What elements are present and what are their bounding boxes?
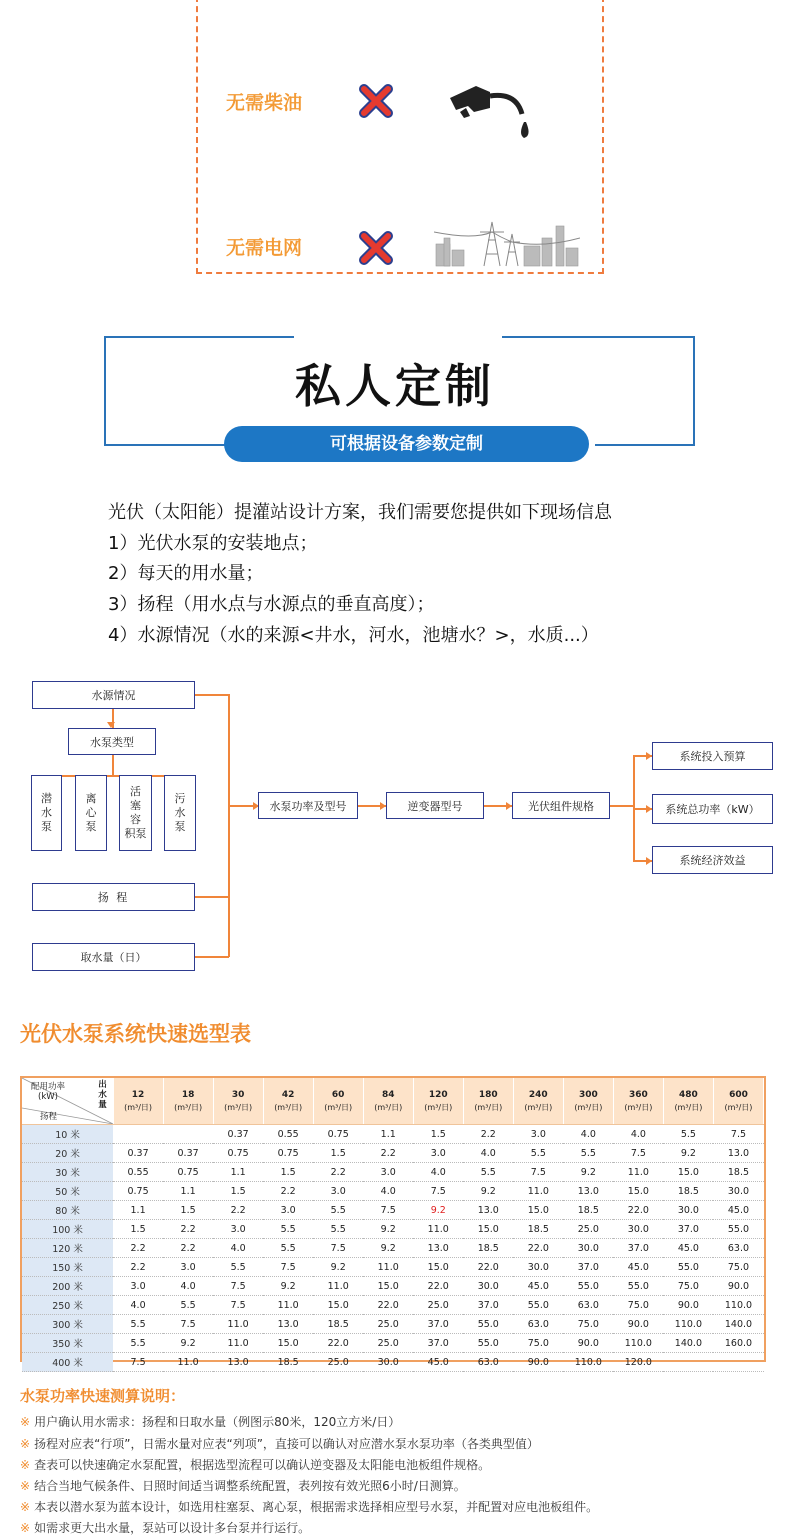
table-cell: 5.5 (163, 1296, 213, 1315)
table-cell: 55.0 (613, 1277, 663, 1296)
table-cell: 5.5 (463, 1163, 513, 1182)
table-cell: 4.0 (363, 1182, 413, 1201)
table-row (22, 1315, 764, 1334)
table-cell: 2.2 (363, 1144, 413, 1163)
connector (195, 956, 229, 958)
table-cell: 45.0 (713, 1201, 763, 1220)
table-cell: 7.5 (113, 1353, 163, 1372)
table-cell: 13.0 (263, 1315, 313, 1334)
row-header: 350 米 (22, 1334, 113, 1353)
table-cell: 75.0 (713, 1258, 763, 1277)
table-cell: 55.0 (463, 1315, 513, 1334)
table-cell: 18.5 (663, 1182, 713, 1201)
table-cell: 45.0 (613, 1258, 663, 1277)
table-cell: 63.0 (463, 1353, 513, 1372)
table-cell: 15.0 (313, 1296, 363, 1315)
table-cell: 11.0 (263, 1296, 313, 1315)
column-header: 18 (m³/日) (163, 1078, 213, 1125)
table-cell: 25.0 (313, 1353, 363, 1372)
row-header: 400 米 (22, 1353, 113, 1372)
table-cell: 30.0 (513, 1258, 563, 1277)
table-cell: 11.0 (363, 1258, 413, 1277)
table-cell: 30.0 (713, 1182, 763, 1201)
table-cell: 1.5 (113, 1220, 163, 1239)
pump-kind-submersible: 潜 水 泵 (31, 775, 62, 851)
table-cell: 140.0 (713, 1315, 763, 1334)
table-cell: 37.0 (413, 1315, 463, 1334)
table-cell: 5.5 (263, 1220, 313, 1239)
table-cell: 4.0 (113, 1296, 163, 1315)
table-cell: 15.0 (463, 1220, 513, 1239)
table-cell: 37.0 (563, 1258, 613, 1277)
column-header: 60 (m³/日) (313, 1078, 363, 1125)
row-header: 300 米 (22, 1315, 113, 1334)
subtitle-pill: 可根据设备参数定制 (224, 426, 589, 462)
frame-line (595, 444, 695, 446)
row-header: 80 米 (22, 1201, 113, 1220)
intro-text: 光伏（太阳能）提灌站设计方案，我们需要您提供如下现场信息 (108, 502, 612, 523)
table-row (22, 1125, 764, 1144)
row-header: 250 米 (22, 1296, 113, 1315)
table-cell: 9.2 (413, 1201, 463, 1220)
table-cell: 90.0 (563, 1334, 613, 1353)
table-cell: 45.0 (663, 1239, 713, 1258)
no-diesel-label: 无需柴油 (226, 92, 303, 114)
table-cell: 22.0 (313, 1334, 363, 1353)
table-cell: 1.5 (213, 1182, 263, 1201)
column-header: 180 (m³/日) (463, 1078, 513, 1125)
table-cell: 18.5 (513, 1220, 563, 1239)
connector (46, 775, 180, 777)
table-cell: 140.0 (663, 1334, 713, 1353)
table-cell: 9.2 (563, 1163, 613, 1182)
info-point: 3）扬程（用水点与水源点的垂直高度）； (108, 594, 435, 615)
table-cell: 25.0 (413, 1296, 463, 1315)
table-row (22, 1296, 764, 1315)
info-point: 1）光伏水泵的安装地点； (108, 533, 318, 554)
asterisk-icon: ※ (20, 1458, 31, 1472)
table-cell: 1.1 (113, 1201, 163, 1220)
note-item: ※ 结合当地气候条件、日照时间适当调整系统配置，表列按有效光照6小时/日测算。 (20, 1479, 466, 1493)
table-cell: 11.0 (413, 1220, 463, 1239)
table-cell: 63.0 (563, 1296, 613, 1315)
connector (112, 755, 114, 775)
table-cell: 11.0 (163, 1353, 213, 1372)
output-budget-box: 系统投入预算 (652, 742, 773, 770)
page-title: 私人定制 (295, 359, 495, 413)
table-cell: 9.2 (163, 1334, 213, 1353)
table-cell: 5.5 (513, 1144, 563, 1163)
row-header: 100 米 (22, 1220, 113, 1239)
table-cell: 55.0 (463, 1334, 513, 1353)
row-header: 20 米 (22, 1144, 113, 1163)
table-cell: 3.0 (113, 1277, 163, 1296)
table-cell: 55.0 (513, 1296, 563, 1315)
row-header: 200 米 (22, 1277, 113, 1296)
table-cell: 15.0 (263, 1334, 313, 1353)
table-cell: 1.5 (163, 1201, 213, 1220)
table-cell: 0.75 (313, 1125, 363, 1144)
table-cell: 9.2 (663, 1144, 713, 1163)
table-row (22, 1258, 764, 1277)
table-cell: 37.0 (413, 1334, 463, 1353)
row-header: 150 米 (22, 1258, 113, 1277)
table-cell: 0.75 (113, 1182, 163, 1201)
column-header: 360 (m³/日) (613, 1078, 663, 1125)
column-header: 84 (m³/日) (363, 1078, 413, 1125)
column-header: 600 (m³/日) (713, 1078, 763, 1125)
row-header: 50 米 (22, 1182, 113, 1201)
table-cell: 4.0 (213, 1239, 263, 1258)
table-cell: 3.0 (313, 1182, 363, 1201)
table-cell: 0.75 (163, 1163, 213, 1182)
table-cell: 63.0 (713, 1239, 763, 1258)
table-cell: 0.37 (163, 1144, 213, 1163)
asterisk-icon: ※ (20, 1415, 31, 1429)
selection-table (20, 1076, 766, 1369)
table-row (22, 1201, 764, 1220)
connector (195, 896, 229, 898)
output-power-box: 系统总功率（kW） (652, 794, 773, 824)
asterisk-icon: ※ (20, 1521, 31, 1535)
table-cell: 3.0 (163, 1258, 213, 1277)
table-cell: 7.5 (313, 1239, 363, 1258)
table-cell: 22.0 (413, 1277, 463, 1296)
table-cell: 2.2 (213, 1201, 263, 1220)
table-cell: 7.5 (713, 1125, 763, 1144)
table-cell: 5.5 (663, 1125, 713, 1144)
table-cell: 25.0 (563, 1220, 613, 1239)
note-item: ※ 查表可以快速确定水泵配置，根据选型流程可以确认逆变器及太阳能电池板组件规格。 (20, 1458, 491, 1472)
column-header: 30 (m³/日) (213, 1078, 263, 1125)
table-row (22, 1220, 764, 1239)
head-box: 扬 程 (32, 883, 195, 911)
table-cell: 25.0 (363, 1315, 413, 1334)
row-header: 10 米 (22, 1125, 113, 1144)
column-header: 480 (m³/日) (663, 1078, 713, 1125)
table-cell: 7.5 (213, 1277, 263, 1296)
table-cell: 18.5 (563, 1201, 613, 1220)
table-cell: 3.0 (263, 1201, 313, 1220)
table-cell: 9.2 (363, 1239, 413, 1258)
note-item: ※ 扬程对应表“行项”，日需水量对应表“列项”，直接可以确认对应潜水泵水泵功率（各类典型值） (20, 1437, 539, 1451)
table-cell: 120.0 (613, 1353, 663, 1372)
connector (228, 694, 230, 957)
table-row (22, 1239, 764, 1258)
table-cell: 55.0 (713, 1220, 763, 1239)
table-cell: 15.0 (363, 1277, 413, 1296)
table-cell: 18.5 (713, 1163, 763, 1182)
table-cell: 0.55 (113, 1163, 163, 1182)
table-cell: 22.0 (513, 1239, 563, 1258)
table-cell: 1.1 (213, 1163, 263, 1182)
table-cell: 1.5 (413, 1125, 463, 1144)
table-row (22, 1277, 764, 1296)
table-cell: 2.2 (113, 1239, 163, 1258)
table-cell: 2.2 (163, 1220, 213, 1239)
table-cell: 110.0 (663, 1315, 713, 1334)
row-header: 30 米 (22, 1163, 113, 1182)
frame-line (104, 336, 294, 338)
asterisk-icon: ※ (20, 1479, 31, 1493)
table-cell: 1.5 (263, 1163, 313, 1182)
table-cell: 75.0 (513, 1334, 563, 1353)
table-cell: 7.5 (363, 1201, 413, 1220)
column-header: 12 (m³/日) (113, 1078, 163, 1125)
table-cell: 90.0 (613, 1315, 663, 1334)
table-cell: 9.2 (463, 1182, 513, 1201)
table-cell: 55.0 (563, 1277, 613, 1296)
table-cell: 37.0 (663, 1220, 713, 1239)
fuel-nozzle-icon (446, 78, 536, 144)
info-point: 4）水源情况（水的来源<井水，河水，池塘水？>，水质...） (108, 625, 599, 646)
table-cell: 63.0 (513, 1315, 563, 1334)
pump-kind-sewage: 污 水 泵 (164, 775, 196, 851)
table-cell: 2.2 (463, 1125, 513, 1144)
table-cell: 5.5 (213, 1258, 263, 1277)
column-header: 120 (m³/日) (413, 1078, 463, 1125)
table-cell: 90.0 (713, 1277, 763, 1296)
table-cell: 3.0 (213, 1220, 263, 1239)
table-cell: 7.5 (413, 1182, 463, 1201)
table-cell: 22.0 (463, 1258, 513, 1277)
table-cell: 11.0 (513, 1182, 563, 1201)
table-cell: 9.2 (263, 1277, 313, 1296)
table-cell: 90.0 (663, 1296, 713, 1315)
table-cell: 30.0 (663, 1201, 713, 1220)
table-cell: 13.0 (563, 1182, 613, 1201)
table-cell: 45.0 (513, 1277, 563, 1296)
table-cell: 37.0 (463, 1296, 513, 1315)
table-cell: 2.2 (163, 1239, 213, 1258)
table-cell (713, 1353, 763, 1372)
table-cell: 5.5 (313, 1220, 363, 1239)
table-row (22, 1334, 764, 1353)
table-cell: 15.0 (513, 1201, 563, 1220)
table-cell: 75.0 (563, 1315, 613, 1334)
table-cell: 5.5 (313, 1201, 363, 1220)
table-cell: 37.0 (613, 1239, 663, 1258)
note-item: ※ 用户确认用水需求：扬程和日取水量（例图示80米，120立方米/日） (20, 1415, 401, 1429)
pump-kind-piston: 活 塞 容 积泵 (119, 775, 152, 851)
table-cell: 0.75 (213, 1144, 263, 1163)
table-cell: 2.2 (263, 1182, 313, 1201)
table-cell: 0.55 (263, 1125, 313, 1144)
table-cell: 18.5 (263, 1353, 313, 1372)
table-cell: 4.0 (463, 1144, 513, 1163)
power-grid-icon (434, 218, 580, 268)
column-header: 300 (m³/日) (563, 1078, 613, 1125)
table-cell: 4.0 (413, 1163, 463, 1182)
table-cell: 4.0 (563, 1125, 613, 1144)
table-cell: 1.1 (363, 1125, 413, 1144)
table-cell: 110.0 (713, 1296, 763, 1315)
table-cell: 18.5 (463, 1239, 513, 1258)
pump-kind-centrifugal: 离 心 泵 (75, 775, 107, 851)
table-cell: 7.5 (263, 1258, 313, 1277)
water-source-box: 水源情况 (32, 681, 195, 709)
corner-head-label: 扬程 (40, 1112, 58, 1122)
table-cell: 30.0 (613, 1220, 663, 1239)
output-benefit-box: 系统经济效益 (652, 846, 773, 874)
table-cell: 4.0 (163, 1277, 213, 1296)
table-row (22, 1353, 764, 1372)
table-cell: 1.1 (163, 1182, 213, 1201)
asterisk-icon: ※ (20, 1437, 31, 1451)
table-cell: 15.0 (613, 1182, 663, 1201)
table-cell: 30.0 (363, 1353, 413, 1372)
inverter-box: 逆变器型号 (386, 792, 484, 819)
table-cell: 30.0 (563, 1239, 613, 1258)
table-cell: 22.0 (363, 1296, 413, 1315)
table-cell: 90.0 (513, 1353, 563, 1372)
table-cell: 5.5 (113, 1315, 163, 1334)
cross-icon (359, 84, 393, 118)
table-cell: 15.0 (413, 1258, 463, 1277)
pump-type-box: 水泵类型 (68, 728, 156, 755)
table-cell: 11.0 (213, 1334, 263, 1353)
table-cell: 11.0 (213, 1315, 263, 1334)
asterisk-icon: ※ (20, 1500, 31, 1514)
no-grid-label: 无需电网 (226, 237, 303, 259)
cross-icon (359, 231, 393, 265)
table-cell: 22.0 (613, 1201, 663, 1220)
table-cell: 45.0 (413, 1353, 463, 1372)
pv-spec-box: 光伏组件规格 (512, 792, 610, 819)
pump-power-box: 水泵功率及型号 (258, 792, 358, 819)
table-cell: 15.0 (663, 1163, 713, 1182)
table-corner (22, 1078, 113, 1125)
note-item: ※ 本表以潜水泵为蓝本设计，如选用柱塞泵、离心泵，根据需求选择相应型号水泵，并配置对应电池板组件。 (20, 1500, 599, 1514)
frame-line (502, 336, 695, 338)
table-cell: 75.0 (613, 1296, 663, 1315)
table-cell: 7.5 (513, 1163, 563, 1182)
connector (610, 805, 634, 807)
connector (195, 694, 229, 696)
table-cell: 5.5 (113, 1334, 163, 1353)
corner-flow-label: 出水量 (98, 1080, 107, 1110)
table-row (22, 1144, 764, 1163)
table-cell: 9.2 (313, 1258, 363, 1277)
table-cell: 3.0 (413, 1144, 463, 1163)
table-cell: 0.37 (113, 1144, 163, 1163)
table-cell: 3.0 (363, 1163, 413, 1182)
table-cell (163, 1125, 213, 1144)
table-title: 光伏水泵系统快速选型表 (20, 1022, 251, 1046)
table-cell: 3.0 (513, 1125, 563, 1144)
water-volume-box: 取水量（日） (32, 943, 195, 971)
table-cell (663, 1353, 713, 1372)
table-cell: 25.0 (363, 1334, 413, 1353)
table-cell: 7.5 (213, 1296, 263, 1315)
table-cell: 7.5 (613, 1144, 663, 1163)
table-cell: 2.2 (113, 1258, 163, 1277)
table-cell: 160.0 (713, 1334, 763, 1353)
table-cell: 30.0 (463, 1277, 513, 1296)
table-cell: 11.0 (313, 1277, 363, 1296)
table-cell: 55.0 (663, 1258, 713, 1277)
column-header: 42 (m³/日) (263, 1078, 313, 1125)
table-cell: 75.0 (663, 1277, 713, 1296)
frame-line (104, 444, 234, 446)
note-item: ※ 如需求更大出水量，泵站可以设计多台泵并行运行。 (20, 1521, 311, 1535)
table-row (22, 1163, 764, 1182)
table-cell: 18.5 (313, 1315, 363, 1334)
row-header: 120 米 (22, 1239, 113, 1258)
table-cell: 110.0 (563, 1353, 613, 1372)
table-cell: 110.0 (613, 1334, 663, 1353)
table-cell: 5.5 (563, 1144, 613, 1163)
table-cell: 13.0 (463, 1201, 513, 1220)
table-cell: 13.0 (413, 1239, 463, 1258)
table-cell: 13.0 (713, 1144, 763, 1163)
table-cell: 1.5 (313, 1144, 363, 1163)
table-cell: 4.0 (613, 1125, 663, 1144)
info-point: 2）每天的用水量； (108, 563, 264, 584)
table-cell (113, 1125, 163, 1144)
table-cell: 11.0 (613, 1163, 663, 1182)
notes-title: 水泵功率快速测算说明： (20, 1387, 186, 1405)
table-cell: 9.2 (363, 1220, 413, 1239)
table-cell: 0.37 (213, 1125, 263, 1144)
table-cell: 2.2 (313, 1163, 363, 1182)
table-cell: 7.5 (163, 1315, 213, 1334)
table-cell: 0.75 (263, 1144, 313, 1163)
table-row (22, 1182, 764, 1201)
table-cell: 5.5 (263, 1239, 313, 1258)
table-cell: 13.0 (213, 1353, 263, 1372)
column-header: 240 (m³/日) (513, 1078, 563, 1125)
corner-power-label: 配用功率(kW) (30, 1082, 65, 1102)
